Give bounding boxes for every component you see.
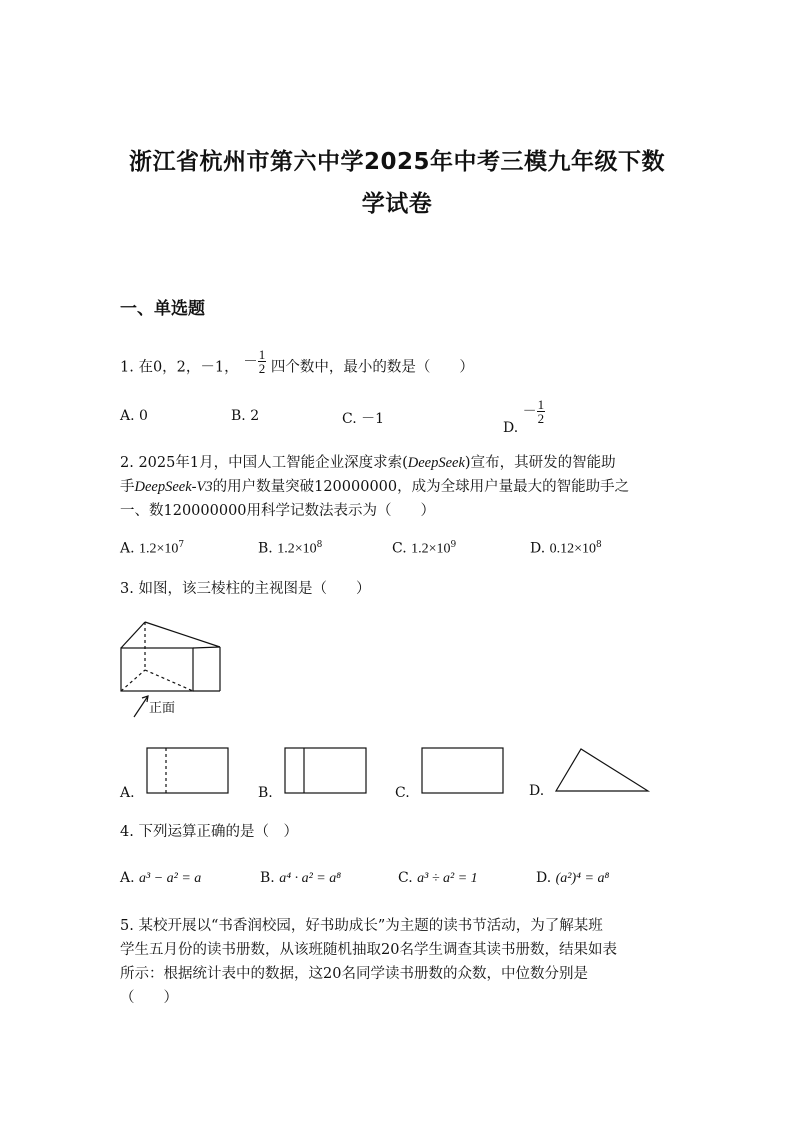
question-4-option-b: B. a⁴ · a² = a⁸ [260, 870, 342, 886]
question-5-line3: 所示：根据统计表中的数据，这20名同学读书册数的众数，中位数分别是 [120, 966, 588, 982]
question-2-line3: 一、数120000000用科学记数法表示为（ ） [120, 503, 436, 519]
question-1 [120, 347, 474, 381]
page-title-line2: 学试卷 [361, 191, 433, 217]
question-1-option-b: B. 2 [231, 408, 260, 424]
question-1-fraction: － $\frac{1}{2}$ [243, 347, 266, 376]
question-5-line2: 学生五月份的读书册数，从该班随机抽取20名学生调查其读书册数，结果如表 [120, 942, 617, 958]
question-2-option-c: C. $1.2\times 10^9$ [392, 540, 457, 557]
question-3-option-b-label: B. [258, 785, 273, 801]
question-3-option-c-figure [421, 747, 505, 795]
question-1-prefix: 1. 在0，2，－1， [120, 359, 239, 376]
question-2-option-b: B. $1.2\times 10^8$ [258, 540, 323, 557]
front-view-label: 正面 [149, 701, 176, 716]
question-3-option-d-figure [555, 747, 651, 795]
question-2-option-a: A. $1.2\times 10^7$ [120, 540, 185, 557]
question-3-option-a-label: A. [120, 785, 135, 801]
question-5-line4: （ ） [120, 990, 178, 1006]
question-3-option-a-figure [146, 747, 230, 795]
question-1-suffix: 四个数中，最小的数是（ ） [270, 359, 474, 376]
question-5-line1: 5. 某校开展以“书香润校园，好书助成长”为主题的读书节活动，为了解某班 [120, 918, 603, 934]
question-1-option-a: A. 0 [120, 408, 148, 424]
question-4-text: 4. 下列运算正确的是（ ） [120, 824, 298, 840]
section-heading: 一、单选题 [120, 299, 205, 319]
question-2-option-d: D. $0.12\times 10^8$ [530, 540, 602, 557]
question-3-option-c-label: C. [395, 785, 410, 801]
question-4-option-c: C. a³ ÷ a² = 1 [398, 870, 478, 886]
page-title-line1: 浙江省杭州市第六中学2025年中考三模九年级下数 [128, 149, 665, 175]
question-3-option-b-figure [284, 747, 368, 795]
question-3-text: 3. 如图，该三棱柱的主视图是（ ） [120, 581, 371, 597]
question-1-option-c: C. －1 [342, 411, 385, 427]
question-1-option-d: D. － $\frac{1}{2}$ [503, 397, 545, 436]
question-2-line2: 手DeepSeek-V3的用户数量突破120000000，成为全球用户量最大的智能助手之 [120, 479, 630, 495]
question-4-option-d: D. (a²)⁴ = a⁸ [536, 870, 610, 886]
question-4-option-a: A. a³ − a² = a [120, 870, 202, 886]
question-2-line1: 2. 2025年1月，中国人工智能企业深度求索(DeepSeek)宣布，其研发的智能助 [120, 455, 616, 471]
question-3-option-d-label: D. [529, 783, 545, 799]
